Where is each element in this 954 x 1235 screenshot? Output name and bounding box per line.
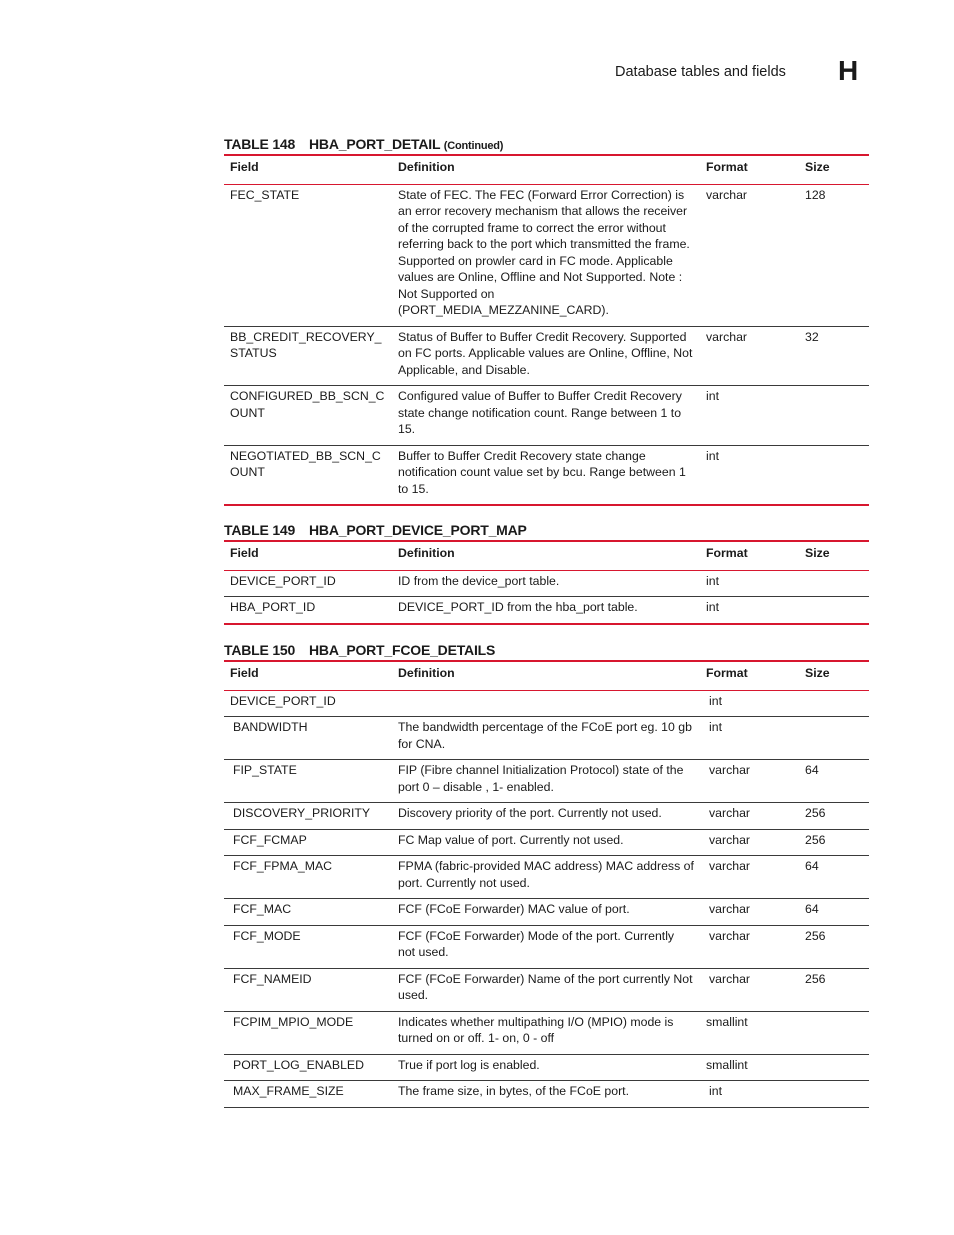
size-cell	[799, 1054, 869, 1081]
table-row	[224, 899, 869, 926]
definition-cell: State of FEC. The FEC (Forward Error Correction) is an error recovery mechanism that allows the receiver of the corrupted frame to correct the error without referring back to the port which transmitted the frame. Supported on prowler card in FC mode. Applicable values are Online, Offline and Not Supported. Note : Not Supported on (PORT_MEDIA_MEZZANINE_CARD).	[392, 184, 700, 326]
column-header-field: Field	[224, 155, 392, 184]
size-cell	[799, 445, 869, 505]
definition-cell: FPMA (fabric-provided MAC address) MAC address of port. Currently not used.	[392, 856, 700, 899]
table-name: HBA_PORT_FCOE_DETAILS	[309, 642, 496, 658]
field-cell: FCF_MODE	[224, 925, 392, 968]
field-cell: FCF_FPMA_MAC	[224, 856, 392, 899]
format-cell: varchar	[700, 760, 799, 803]
definition-cell: ID from the device_port table.	[392, 570, 700, 597]
field-cell: CONFIGURED_BB_SCN_COUNT	[224, 386, 392, 446]
column-header-format: Format	[700, 155, 799, 184]
definition-cell: Configured value of Buffer to Buffer Credit Recovery state change notification count. Range between 1 to 15.	[392, 386, 700, 446]
column-header-format: Format	[700, 661, 799, 690]
format-cell: varchar	[700, 184, 799, 326]
field-cell: MAX_FRAME_SIZE	[224, 1081, 392, 1108]
format-cell: int	[700, 386, 799, 446]
field-cell: FCF_NAMEID	[224, 968, 392, 1011]
table-row	[224, 925, 869, 968]
data-table	[224, 540, 869, 625]
definition-cell: FCF (FCoE Forwarder) Name of the port currently Not used.	[392, 968, 700, 1011]
field-cell: BANDWIDTH	[224, 717, 392, 760]
size-cell: 256	[799, 803, 869, 830]
size-cell: 256	[799, 829, 869, 856]
table-row	[224, 690, 869, 717]
format-cell: smallint	[700, 1011, 799, 1054]
field-cell: FEC_STATE	[224, 184, 392, 326]
field-cell: DISCOVERY_PRIORITY	[224, 803, 392, 830]
size-cell: 64	[799, 760, 869, 803]
format-cell: int	[700, 690, 799, 717]
table-150	[224, 640, 869, 1108]
definition-cell: Discovery priority of the port. Currently not used.	[392, 803, 700, 830]
size-cell: 256	[799, 925, 869, 968]
size-cell	[799, 570, 869, 597]
column-header-size: Size	[799, 155, 869, 184]
running-header-title: Database tables and fields	[615, 64, 786, 80]
table-row	[224, 445, 869, 505]
table-caption	[224, 520, 869, 540]
table-row	[224, 803, 869, 830]
size-cell	[799, 1081, 869, 1108]
column-header-size: Size	[799, 661, 869, 690]
table-name: HBA_PORT_DETAIL	[309, 136, 441, 152]
definition-cell: FCF (FCoE Forwarder) Mode of the port. Currently not used.	[392, 925, 700, 968]
format-cell: int	[700, 597, 799, 624]
table-row	[224, 597, 869, 624]
format-cell: varchar	[700, 326, 799, 386]
field-cell: NEGOTIATED_BB_SCN_COUNT	[224, 445, 392, 505]
format-cell: varchar	[700, 829, 799, 856]
field-cell: DEVICE_PORT_ID	[224, 690, 392, 717]
field-cell: FCF_MAC	[224, 899, 392, 926]
format-cell: int	[700, 570, 799, 597]
size-cell: 128	[799, 184, 869, 326]
definition-cell	[392, 690, 700, 717]
field-cell: FCPIM_MPIO_MODE	[224, 1011, 392, 1054]
definition-cell: Indicates whether multipathing I/O (MPIO) mode is turned on or off. 1- on, 0 - off	[392, 1011, 700, 1054]
column-header-definition: Definition	[392, 155, 700, 184]
definition-cell: FC Map value of port. Currently not used.	[392, 829, 700, 856]
format-cell: varchar	[700, 968, 799, 1011]
field-cell: PORT_LOG_ENABLED	[224, 1054, 392, 1081]
size-cell: 64	[799, 856, 869, 899]
format-cell: varchar	[700, 899, 799, 926]
format-cell: smallint	[700, 1054, 799, 1081]
table-caption	[224, 134, 869, 154]
definition-cell: FCF (FCoE Forwarder) MAC value of port.	[392, 899, 700, 926]
table-row	[224, 1011, 869, 1054]
format-cell: int	[700, 1081, 799, 1108]
table-row	[224, 570, 869, 597]
data-table	[224, 660, 869, 1108]
size-cell	[799, 690, 869, 717]
table-149	[224, 520, 869, 625]
table-number: TABLE 150	[224, 642, 296, 658]
definition-cell: Status of Buffer to Buffer Credit Recovery. Supported on FC ports. Applicable values are Online, Offline, Not Applicable, and Disable.	[392, 326, 700, 386]
size-cell: 64	[799, 899, 869, 926]
definition-cell: DEVICE_PORT_ID from the hba_port table.	[392, 597, 700, 624]
table-row	[224, 184, 869, 326]
table-number: TABLE 148	[224, 136, 296, 152]
definition-cell: True if port log is enabled.	[392, 1054, 700, 1081]
table-row	[224, 386, 869, 446]
format-cell: varchar	[700, 803, 799, 830]
table-148	[224, 134, 869, 506]
table-header-row	[224, 155, 869, 184]
table-name: HBA_PORT_DEVICE_PORT_MAP	[309, 522, 527, 538]
definition-cell: The frame size, in bytes, of the FCoE port.	[392, 1081, 700, 1108]
table-row	[224, 829, 869, 856]
size-cell	[799, 1011, 869, 1054]
field-cell: DEVICE_PORT_ID	[224, 570, 392, 597]
column-header-format: Format	[700, 541, 799, 570]
format-cell: int	[700, 717, 799, 760]
table-row	[224, 1081, 869, 1108]
column-header-definition: Definition	[392, 661, 700, 690]
format-cell: varchar	[700, 925, 799, 968]
table-row	[224, 326, 869, 386]
column-header-size: Size	[799, 541, 869, 570]
definition-cell: FIP (Fibre channel Initialization Protocol) state of the port 0 – disable , 1- enabled.	[392, 760, 700, 803]
table-continued-label: (Continued)	[443, 140, 504, 152]
definition-cell: Buffer to Buffer Credit Recovery state change notification count value set by bcu. Range between 1 to 15.	[392, 445, 700, 505]
table-row	[224, 717, 869, 760]
size-cell	[799, 386, 869, 446]
table-header-row	[224, 661, 869, 690]
table-caption	[224, 640, 869, 660]
column-header-field: Field	[224, 541, 392, 570]
format-cell: int	[700, 445, 799, 505]
column-header-field: Field	[224, 661, 392, 690]
table-number: TABLE 149	[224, 522, 296, 538]
field-cell: HBA_PORT_ID	[224, 597, 392, 624]
field-cell: FIP_STATE	[224, 760, 392, 803]
chapter-letter: H	[838, 55, 859, 86]
field-cell: FCF_FCMAP	[224, 829, 392, 856]
size-cell: 32	[799, 326, 869, 386]
table-row	[224, 968, 869, 1011]
size-cell	[799, 717, 869, 760]
table-row	[224, 760, 869, 803]
format-cell: varchar	[700, 856, 799, 899]
definition-cell: The bandwidth percentage of the FCoE port eg. 10 gb for CNA.	[392, 717, 700, 760]
data-table	[224, 154, 869, 506]
table-row	[224, 856, 869, 899]
size-cell: 256	[799, 968, 869, 1011]
field-cell: BB_CREDIT_RECOVERY_STATUS	[224, 326, 392, 386]
table-row	[224, 1054, 869, 1081]
size-cell	[799, 597, 869, 624]
column-header-definition: Definition	[392, 541, 700, 570]
table-header-row	[224, 541, 869, 570]
